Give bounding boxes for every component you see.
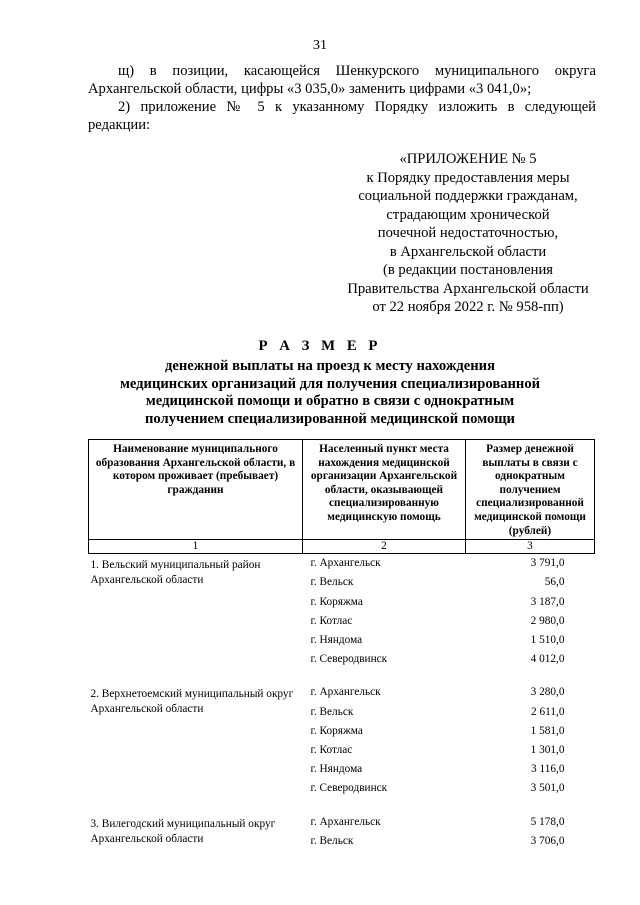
appendix-line: социальной поддержки гражданам, — [358, 188, 578, 204]
amendment-line: Архангельской области, цифры «3 035,0» заменить цифрами «3 041,0»; — [88, 81, 532, 97]
group-spacer — [89, 669, 595, 683]
payment-amount: 5 178,0 — [530, 815, 565, 828]
locality-name: г. Няндома — [310, 633, 363, 646]
locality-name: г. Коряжма — [310, 724, 363, 737]
payment-amount: 3 501,0 — [530, 782, 565, 795]
payment-amount: 3 791,0 — [530, 557, 565, 570]
table-header-row — [89, 440, 595, 540]
amendment-line: щ) в позиции, касающейся Шенкурского муниципального округа — [118, 63, 596, 79]
payment-amount: 3 280,0 — [530, 686, 565, 699]
header-locality: Населенный пункт места нахождения медицинской организации Архангельской области, оказывающей специализированную медицинскую помощь — [303, 440, 466, 540]
spacer-cell — [89, 799, 595, 813]
locality-name: г. Вельск — [310, 705, 354, 718]
payment-amount: 2 980,0 — [530, 614, 565, 627]
header-amount: Размер денежной выплаты в связи с однократным получением специализированной медицинской помощи (рублей) — [466, 440, 595, 540]
locality-name: г. Вельск — [310, 834, 354, 847]
column-number: 1 — [89, 540, 303, 554]
payment-table — [88, 439, 595, 851]
locality-name: г. Архангельск — [310, 815, 381, 828]
payment-amount: 2 611,0 — [531, 705, 565, 718]
locality-name: г. Котлас — [310, 743, 353, 756]
amendment-line: редакции: — [88, 117, 151, 133]
table-row — [89, 813, 595, 832]
locality-name: г. Вельск — [310, 576, 354, 589]
payment-amount: 1 301,0 — [530, 743, 565, 756]
document-subtitle — [100, 358, 560, 428]
locality-name: г. Северодвинск — [310, 653, 388, 666]
appendix-line: к Порядку предоставления меры — [366, 169, 570, 186]
locality-name: г. Котлас — [310, 614, 353, 627]
appendix-line: (в редакции постановления — [383, 262, 553, 278]
subtitle-line: получением специализированной медицинской помощи — [145, 410, 515, 427]
appendix-header — [318, 150, 618, 317]
column-number: 2 — [303, 540, 466, 554]
payment-amount: 4 012,0 — [530, 653, 565, 666]
municipality-name: 1. Вельский муниципальный район Архангельской области — [90, 559, 261, 587]
payment-amount: 56,0 — [544, 576, 565, 589]
spacer-cell — [89, 669, 595, 683]
table-body — [89, 554, 595, 851]
page-number: 31 — [313, 38, 327, 53]
document-title: Р А З М Е Р — [258, 338, 382, 354]
municipality-name: 2. Верхнетоемский муниципальный округ Архангельской области — [90, 688, 294, 716]
amendment-line: 2) приложение № 5 к указанному Порядку изложить в следующей — [118, 99, 596, 115]
appendix-line: Правительства Архангельской области — [347, 280, 589, 297]
municipality-name: 3. Вилегодский муниципальный округ Архангельской области — [90, 817, 276, 845]
appendix-line: почечной недостаточностью, — [377, 225, 559, 241]
locality-name: г. Архангельск — [310, 686, 381, 699]
appendix-line: от 22 ноября 2022 г. № 958-пп) — [372, 299, 564, 315]
locality-name: г. Северодвинск — [310, 782, 388, 795]
appendix-line: в Архангельской области — [389, 243, 547, 260]
locality-name: г. Коряжма — [310, 595, 363, 608]
table-row — [89, 554, 595, 574]
appendix-line: «ПРИЛОЖЕНИЕ № 5 — [399, 151, 537, 167]
amendment-item-sh — [88, 62, 596, 98]
locality-name: г. Няндома — [310, 763, 363, 776]
payment-amount: 3 116,0 — [531, 763, 565, 776]
table-row — [89, 683, 595, 702]
payment-amount: 1 581,0 — [530, 724, 565, 737]
group-spacer — [89, 799, 595, 813]
column-number-row — [89, 540, 595, 554]
appendix-line: страдающим хронической — [386, 206, 550, 223]
payment-amount: 3 706,0 — [530, 834, 565, 847]
payment-amount: 1 510,0 — [530, 633, 565, 646]
payment-amount: 3 187,0 — [530, 595, 565, 608]
locality-name: г. Архангельск — [310, 557, 381, 570]
header-municipality: Наименование муниципального образования Архангельской области, в котором проживает (пребывает) гражданин — [89, 440, 303, 540]
column-number: 3 — [466, 540, 595, 554]
amendment-item-2 — [88, 98, 596, 134]
subtitle-line: медицинских организаций для получения специализированной — [119, 375, 541, 392]
subtitle-line: денежной выплаты на проезд к месту нахождения — [165, 358, 495, 374]
subtitle-line: медицинской помощи и обратно в связи с однократным — [145, 393, 515, 409]
